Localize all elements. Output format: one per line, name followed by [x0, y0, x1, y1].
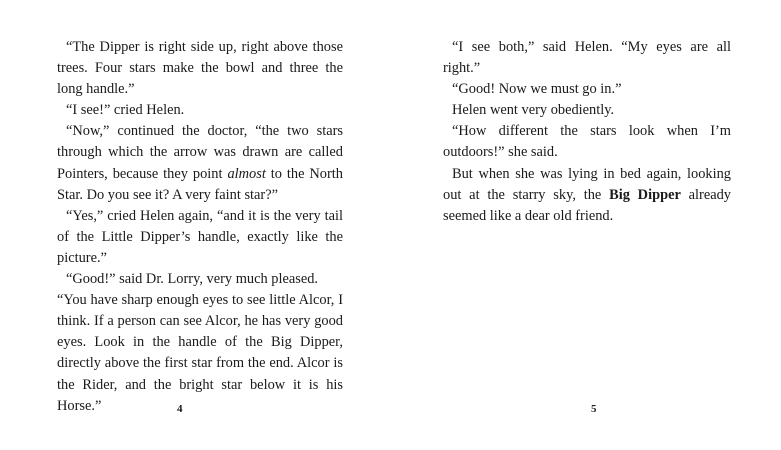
paragraph: “You have sharp enough eyes to see little Alcor, I think. If a person can see Alcor, he has very good eyes. Look in the handle of the Big Dipper, directly above the first star from the end. Alcor is the Rider, and the bright star below it is his Horse.” [57, 292, 343, 414]
paragraph [443, 164, 731, 227]
paragraph-text: “Now,” continued the doctor, “the two stars through which the arrow was drawn are called Pointers, because they point [57, 123, 343, 182]
paragraph: Helen went very obediently. [452, 102, 615, 119]
paragraph-text: But when she was lying in bed again, looking out at the starry sky, the [443, 165, 731, 203]
right-page-text [443, 37, 731, 227]
paragraph [57, 121, 343, 205]
paragraph: “Good! Now we must go in.” [452, 81, 622, 98]
paragraph: “The Dipper is right side up, right above those trees. Four stars make the bowl and three the long handle.” [57, 39, 343, 98]
paragraph: “I see!” cried Helen. [66, 102, 185, 119]
right-page [390, 0, 781, 450]
bold-text: Big Dipper [609, 186, 681, 203]
left-page [0, 0, 390, 450]
paragraph: “How different the stars look when I’m outdoors!” she said. [443, 123, 731, 161]
paragraph-text: already seemed like a dear old friend. [443, 186, 731, 224]
paragraph: “I see both,” said Helen. “My eyes are all right.” [443, 39, 731, 77]
paragraph-text: to the North Star. Do you see it? A very faint star?” [57, 165, 343, 203]
page-number: 5 [591, 403, 597, 415]
paragraph: “Yes,” cried Helen again, “and it is the very tail of the Little Dipper’s handle, exactly like the picture.” [57, 207, 343, 266]
emphasis-text: almost [227, 165, 266, 182]
page-number: 4 [177, 403, 183, 415]
left-page-text [57, 37, 343, 417]
paragraph: “Good!” said Dr. Lorry, very much pleased. [66, 271, 319, 288]
